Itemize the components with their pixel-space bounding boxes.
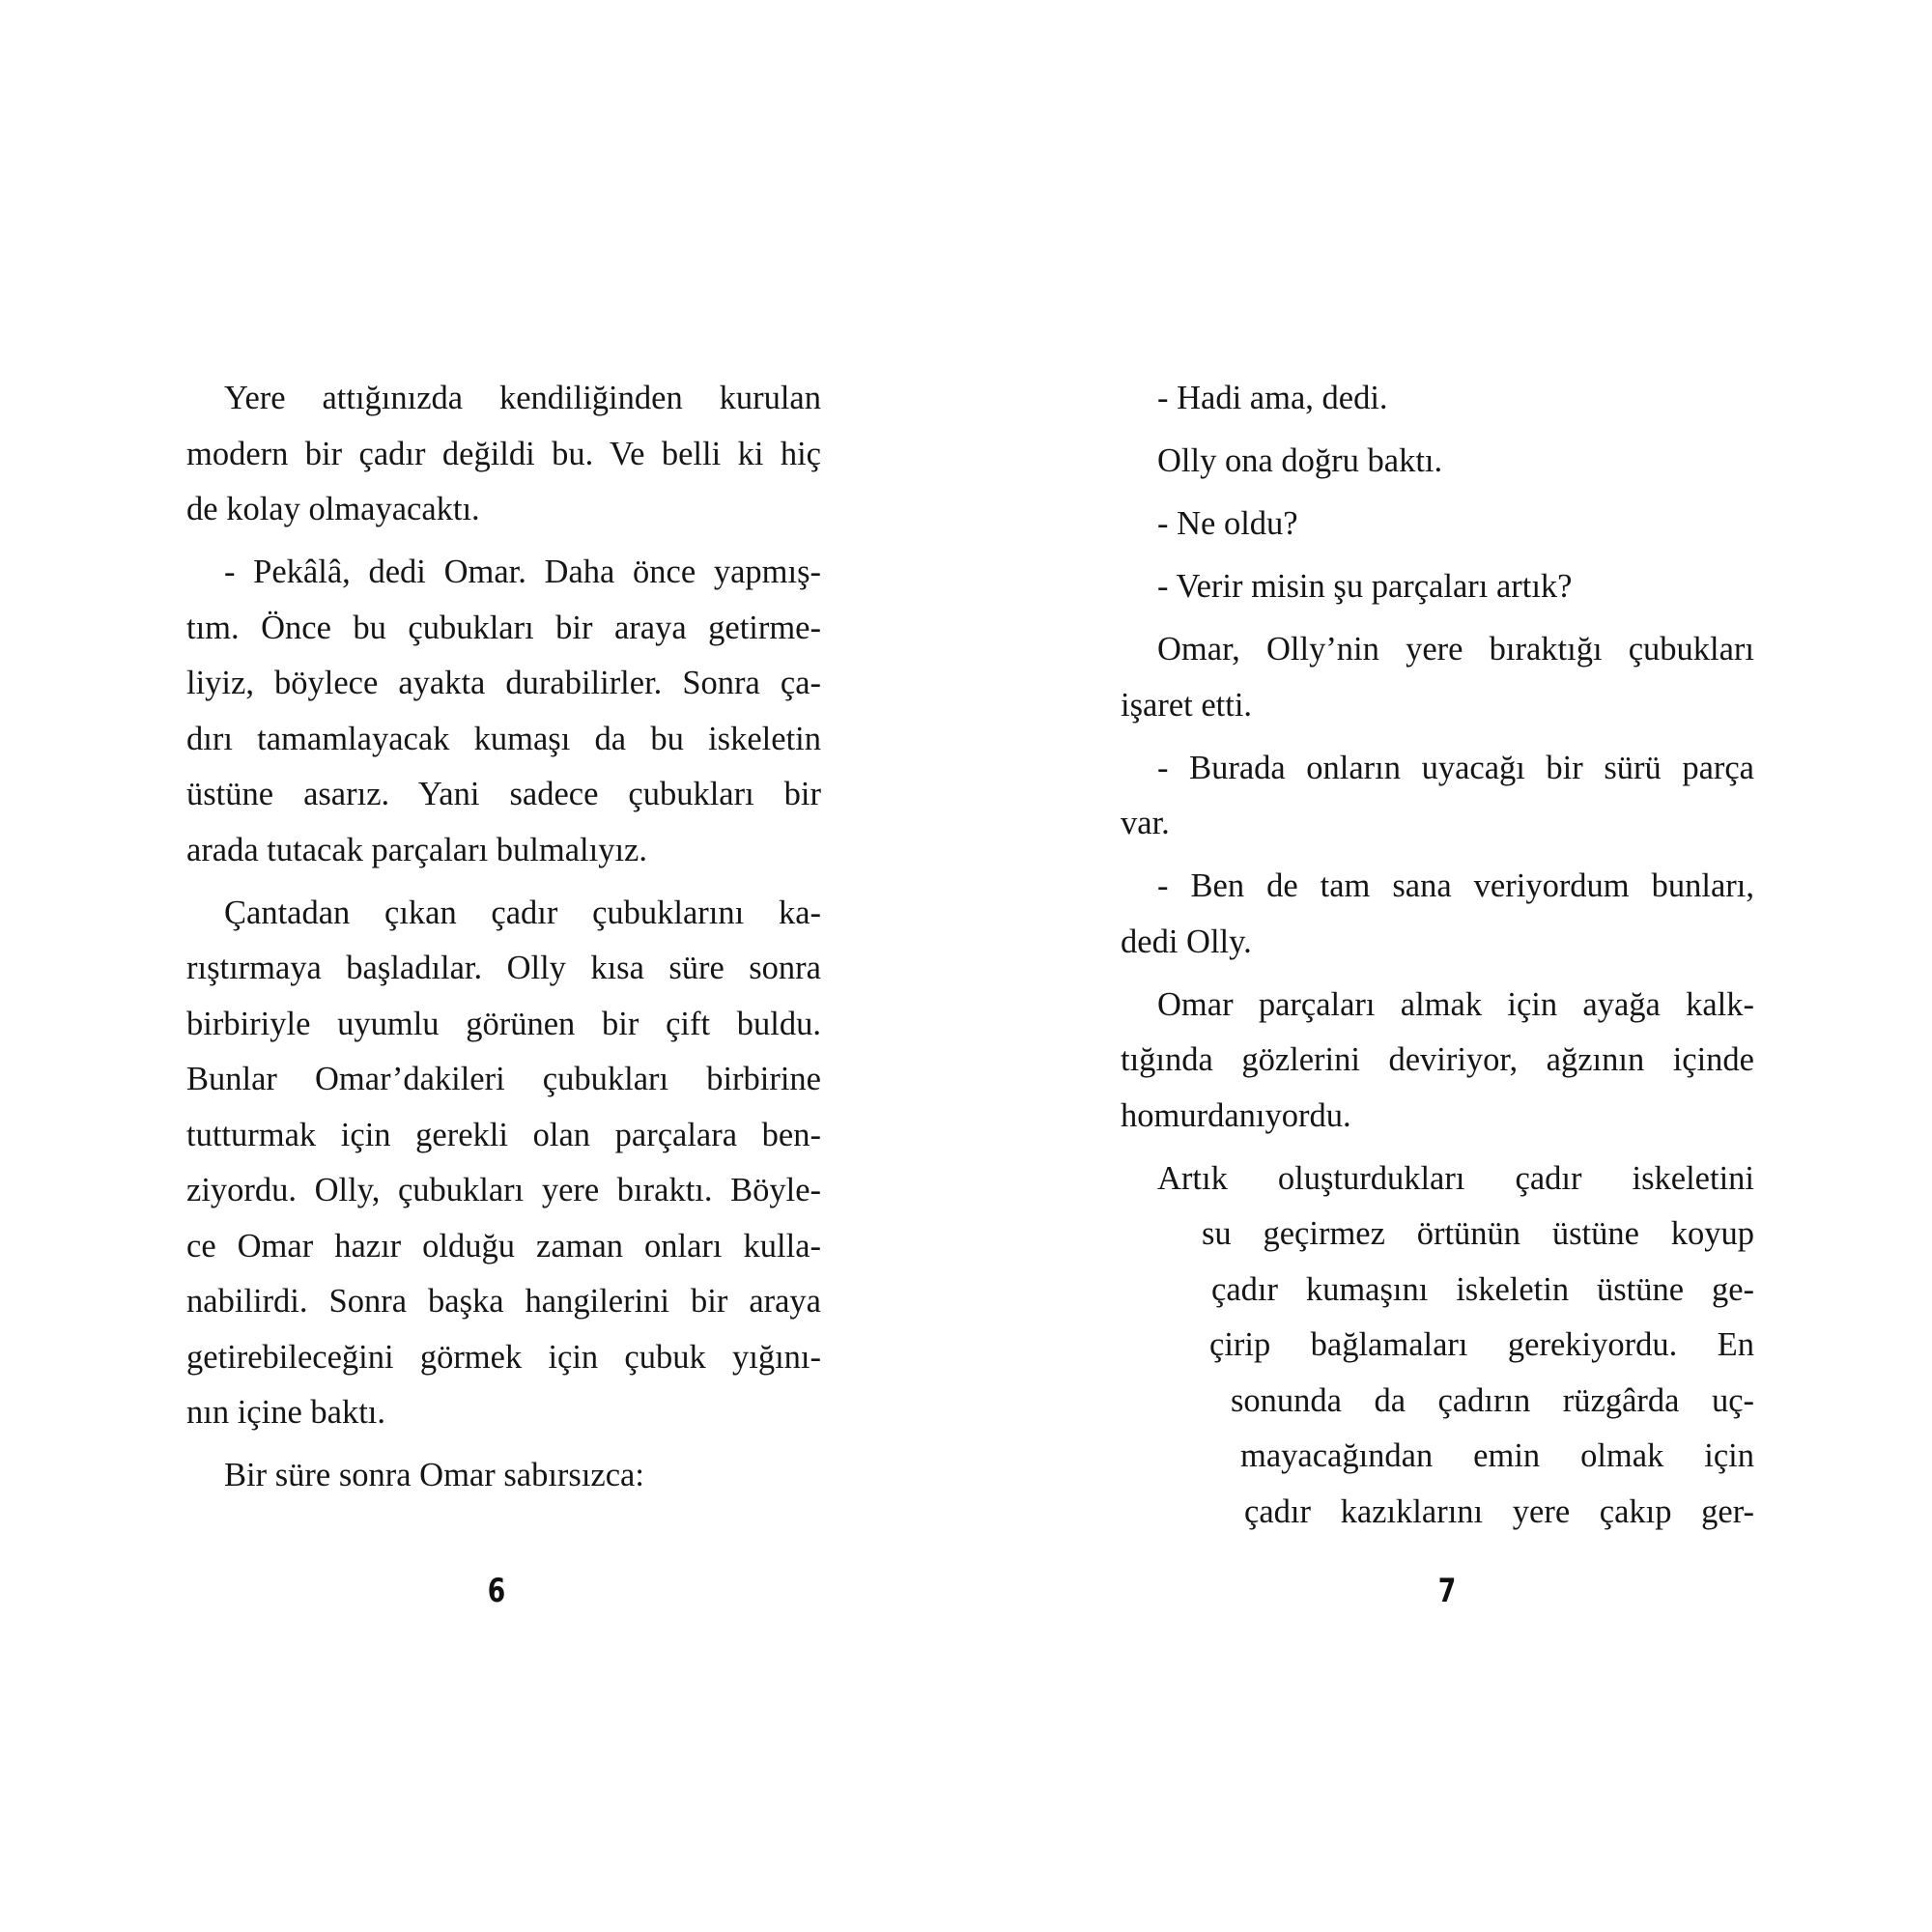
text-line: - Hadi ama, dedi. <box>1157 380 1388 416</box>
text-line: var. <box>1121 805 1170 841</box>
text-line: Yere attığınızda kendiliğinden kurulan <box>224 380 821 416</box>
text-line: Bir süre sonra Omar sabırsızca: <box>224 1457 644 1493</box>
text-line: tutturmak için gerekli olan parçalara ben- <box>186 1117 821 1153</box>
text-line: - Burada onların uyacağı bir sürü parça <box>1157 750 1754 786</box>
text-line: Çantadan çıkan çadır çubuklarını ka- <box>224 895 821 931</box>
text-line: Olly ona doğru baktı. <box>1157 442 1443 479</box>
text-line: ce Omar hazır olduğu zaman onları kulla- <box>186 1228 821 1264</box>
text-line: - Pekâlâ, dedi Omar. Daha önce yapmış- <box>224 554 821 590</box>
text-line: üstüne asarız. Yani sadece çubukları bir <box>186 776 821 812</box>
text-line: dedi Olly. <box>1121 923 1252 960</box>
text-line: Omar, Olly’nin yere bıraktığı çubukları <box>1157 631 1754 668</box>
text-line: rıştırmaya başladılar. Olly kısa süre sonra <box>186 950 821 986</box>
text-line: - Ben de tam sana veriyordum bunları, <box>1157 867 1754 904</box>
text-line: tığında gözlerini deviriyor, ağzının içinde <box>1121 1041 1754 1078</box>
text-line: modern bir çadır değildi bu. Ve belli ki hiç <box>186 436 821 472</box>
text-line: arada tutacak parçaları bulmalıyız. <box>186 832 647 868</box>
text-line: çadır kumaşını iskeletin üstüne ge- <box>1211 1271 1754 1308</box>
text-line: Artık oluşturdukları çadır iskeletini <box>1157 1160 1754 1197</box>
text-line: birbiriyle uyumlu görünen bir çift buldu. <box>186 1006 821 1042</box>
text-line: Bunlar Omar’dakileri çubukları birbirine <box>186 1061 821 1097</box>
text-line: de kolay olmayacaktı. <box>186 491 480 527</box>
text-line: dırı tamamlayacak kumaşı da bu iskeletin <box>186 721 821 757</box>
right-page <box>966 0 1932 1932</box>
text-line: - Verir misin şu parçaları artık? <box>1157 568 1573 605</box>
text-line: sonunda da çadırın rüzgârda uç- <box>1231 1382 1754 1419</box>
text-line: liyiz, böylece ayakta durabilirler. Sonra ça- <box>186 665 821 701</box>
text-line: getirebileceğini görmek için çubuk yığını- <box>186 1339 821 1376</box>
text-line: mayacağından emin olmak için <box>1240 1437 1754 1474</box>
text-line: homurdanıyordu. <box>1121 1097 1351 1134</box>
text-line: nabilirdi. Sonra başka hangilerini bir araya <box>186 1283 821 1320</box>
text-line: işaret etti. <box>1121 687 1253 724</box>
text-line: ziyordu. Olly, çubukları yere bıraktı. Böyle- <box>186 1172 821 1208</box>
text-line: tım. Önce bu çubukları bir araya getirme- <box>186 610 821 646</box>
text-line: su geçirmez örtünün üstüne koyup <box>1202 1215 1754 1252</box>
page-number: 7 <box>1437 1572 1457 1610</box>
page-number: 6 <box>487 1572 506 1610</box>
text-line: - Ne oldu? <box>1157 505 1298 542</box>
text-line: çadır kazıklarını yere çakıp ger- <box>1244 1493 1754 1530</box>
text-line: nın içine baktı. <box>186 1394 385 1431</box>
text-line: çirip bağlamaları gerekiyordu. En <box>1209 1326 1754 1363</box>
text-line: Omar parçaları almak için ayağa kalk- <box>1157 986 1754 1023</box>
